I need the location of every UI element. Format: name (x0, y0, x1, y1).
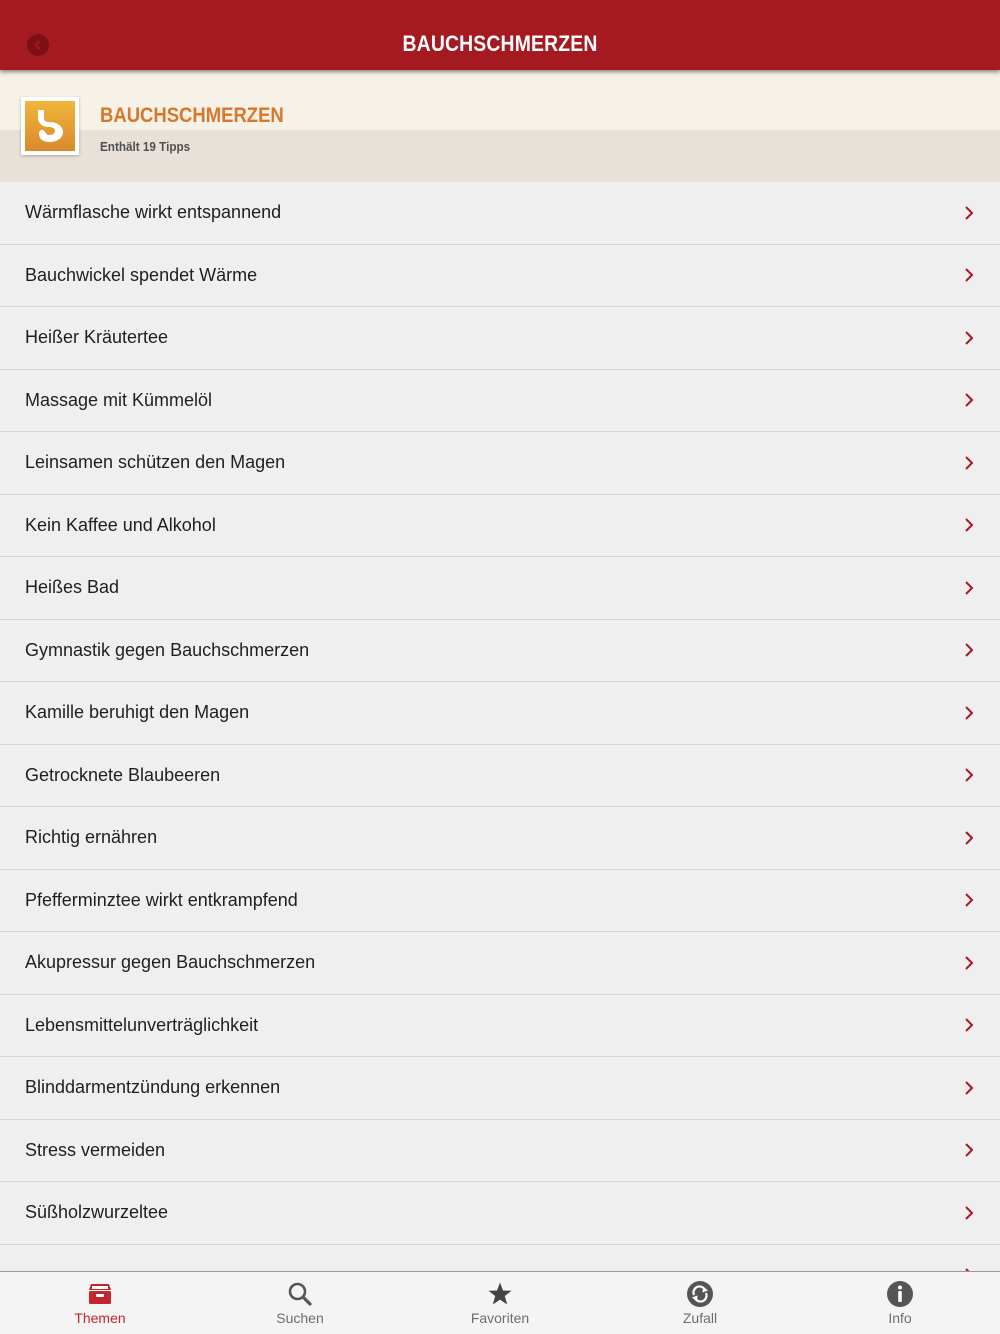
chevron-right-icon (962, 1141, 976, 1159)
tab-zufall[interactable] (600, 1272, 800, 1334)
list-item-label: Gymnastik gegen Bauchschmerzen (25, 639, 310, 660)
navigation-bar (0, 0, 1000, 70)
list-item-label: Lebensmittelunverträglichkeit (25, 1014, 259, 1035)
chevron-right-icon (962, 641, 976, 659)
tab-label: Themen (74, 1310, 126, 1326)
list-item-label: Süßholzwurzeltee (25, 1202, 169, 1223)
chevron-right-icon (962, 766, 976, 784)
list-item[interactable] (0, 932, 1000, 995)
list-item[interactable] (0, 307, 1000, 370)
chevron-right-icon (962, 1016, 976, 1034)
tab-bar (0, 1271, 1000, 1334)
chevron-right-icon (962, 1079, 976, 1097)
tab-label: Info (888, 1310, 912, 1326)
drawer-icon (87, 1282, 113, 1306)
list-item-label: Heißes Bad (25, 577, 120, 598)
chevron-right-icon (962, 454, 976, 472)
list-item[interactable] (0, 1182, 1000, 1245)
category-header (0, 70, 1000, 182)
page-title: BAUCHSCHMERZEN (402, 31, 598, 56)
list-item-label: Bauchwickel spendet Wärme (25, 264, 258, 285)
list-item[interactable] (0, 807, 1000, 870)
chevron-right-icon (962, 391, 976, 409)
chevron-right-icon (962, 1204, 976, 1222)
chevron-right-icon (962, 516, 976, 534)
list-item-label: Kamille beruhigt den Magen (25, 702, 250, 723)
list-item[interactable] (0, 557, 1000, 620)
shuffle-icon (686, 1280, 714, 1308)
list-item[interactable] (0, 1245, 1000, 1272)
list-item[interactable] (0, 495, 1000, 558)
list-item[interactable] (0, 1120, 1000, 1183)
chevron-right-icon (962, 204, 976, 222)
chevron-right-icon (962, 266, 976, 284)
back-arrow-icon (32, 39, 44, 51)
list-item-label: Richtig ernähren (25, 827, 158, 848)
back-button[interactable] (27, 34, 49, 56)
chevron-right-icon (962, 704, 976, 722)
list-item-label: Wärmflasche wirkt entspannend (25, 202, 282, 223)
list-item-label: Heißer Kräutertee (25, 327, 169, 348)
list-item-label: Pfefferminztee wirkt entkrampfend (25, 889, 298, 910)
list-item-label: Getrocknete Blaubeeren (25, 764, 221, 785)
chevron-right-icon (962, 329, 976, 347)
category-icon-frame (21, 97, 79, 155)
list-item[interactable] (0, 682, 1000, 745)
list-item[interactable] (0, 432, 1000, 495)
list-item[interactable] (0, 182, 1000, 245)
tips-list (0, 182, 1000, 1271)
list-item[interactable] (0, 745, 1000, 808)
tab-label: Zufall (682, 1310, 718, 1326)
search-icon (287, 1281, 313, 1307)
chevron-right-icon (962, 829, 976, 847)
tip-count: Enthält 19 Tipps (100, 139, 191, 154)
category-title: BAUCHSCHMERZEN (100, 104, 284, 127)
info-icon (886, 1280, 914, 1308)
chevron-right-icon (962, 891, 976, 909)
tab-label: Favoriten (470, 1310, 530, 1326)
list-item[interactable] (0, 995, 1000, 1058)
tab-label: Suchen (276, 1310, 324, 1326)
list-item-label: Massage mit Kümmelöl (25, 389, 213, 410)
stomach-icon (30, 106, 70, 146)
list-item-label: Blinddarmentzündung erkennen (25, 1077, 281, 1098)
list-item-label: Akupressur gegen Bauchschmerzen (25, 952, 316, 973)
tab-info[interactable] (800, 1272, 1000, 1334)
tab-suchen[interactable] (200, 1272, 400, 1334)
tab-favoriten[interactable] (400, 1272, 600, 1334)
chevron-right-icon (962, 954, 976, 972)
tab-themen[interactable] (0, 1272, 200, 1334)
chevron-right-icon (962, 579, 976, 597)
list-item-label: Stress vermeiden (25, 1139, 166, 1160)
list-item[interactable] (0, 370, 1000, 433)
list-item-label: Leinsamen schützen den Magen (25, 452, 286, 473)
list-item[interactable] (0, 870, 1000, 933)
list-item[interactable] (0, 245, 1000, 308)
list-item[interactable] (0, 620, 1000, 683)
star-icon (487, 1281, 513, 1307)
list-item[interactable] (0, 1057, 1000, 1120)
list-item-label: Kein Kaffee und Alkohol (25, 514, 216, 535)
